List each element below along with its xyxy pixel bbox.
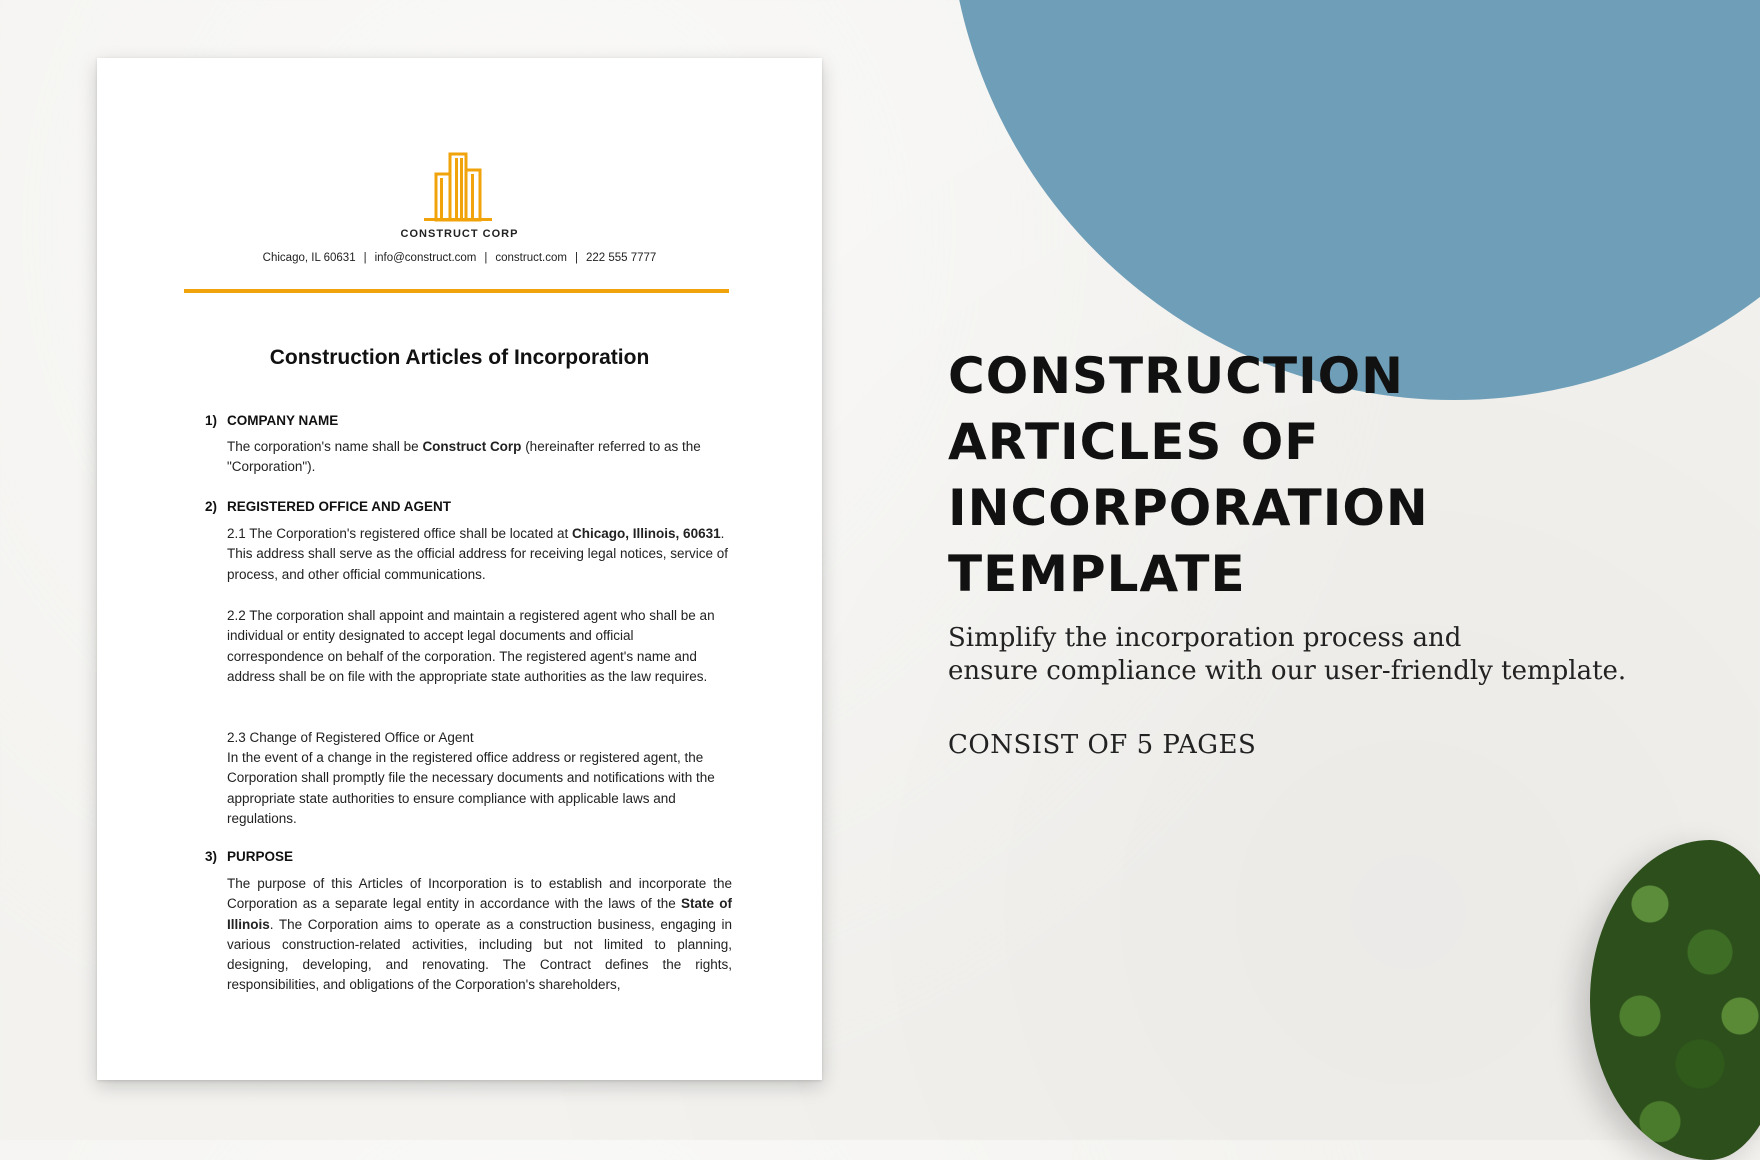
section-heading-company-name: 1) COMPANY NAME: [205, 413, 339, 428]
section-2-1-paragraph: 2.1 The Corporation's registered office shall be located at Chicago, Illinois, 60631. This address shall serve as the official address for receiving legal notices, service of process, and other official communications.: [227, 526, 728, 582]
contact-email: info@construct.com: [374, 252, 477, 264]
section-2-3-paragraph: In the event of a change in the registered office address or registered agent, the Corporation shall promptly file the necessary documents and notifications with the appropriate state authorities to ensure compliance with applicable laws and regulations.: [227, 750, 715, 826]
header-divider: [184, 289, 729, 293]
section-heading-registered-office: 2) REGISTERED OFFICE AND AGENT: [205, 499, 452, 514]
document-page: [97, 58, 822, 1080]
contact-address: Chicago, IL 60631: [262, 252, 356, 264]
section-2-2-paragraph: 2.2 The corporation shall appoint and maintain a registered agent who shall be an individual or entity designated to accept legal documents and official correspondence on behalf of the corporation. The registered agent's name and address shall be on file with the appropriate state authorities as the law requires.: [227, 608, 715, 684]
building-logo-icon: [424, 148, 492, 222]
section-heading-purpose: 3) PURPOSE: [205, 849, 294, 864]
promo-subtitle: Simplify the incorporation process and ensure compliance with our user-friendly template.: [948, 623, 1627, 686]
section-2-3-heading: 2.3 Change of Registered Office or Agent: [227, 730, 474, 745]
contact-website: construct.com: [495, 252, 567, 264]
contact-phone: 222 555 7777: [585, 252, 657, 264]
pages-note: CONSIST OF 5 PAGES: [948, 730, 1257, 760]
company-name: CONSTRUCT CORP: [400, 228, 519, 240]
decorative-blue-circle: [948, 0, 1760, 400]
promo-title: CONSTRUCTION ARTICLES OF INCORPORATION TEMPLATE: [948, 347, 1429, 603]
plant-decoration: [1590, 840, 1760, 1160]
section-1-paragraph: The corporation's name shall be Construct Corp (hereinafter referred to as the "Corporation").: [227, 439, 701, 475]
section-3-paragraph: The purpose of this Articles of Incorporation is to establish and incorporate the Corporation as a separate legal entity in accordance with the laws of the State of Illinois. The Corporation aims to operate as a construction business, engaging in various construction-related activities, including but not limited to planning, designing, developing, and renovating. The Contract defines the rights, responsibilities, and obligations of the Corporation's shareholders,: [227, 876, 732, 993]
contact-line: Chicago, IL 60631 | info@construct.com | construct.com | 222 555 7777: [262, 252, 657, 264]
document-title: Construction Articles of Incorporation: [269, 346, 650, 369]
